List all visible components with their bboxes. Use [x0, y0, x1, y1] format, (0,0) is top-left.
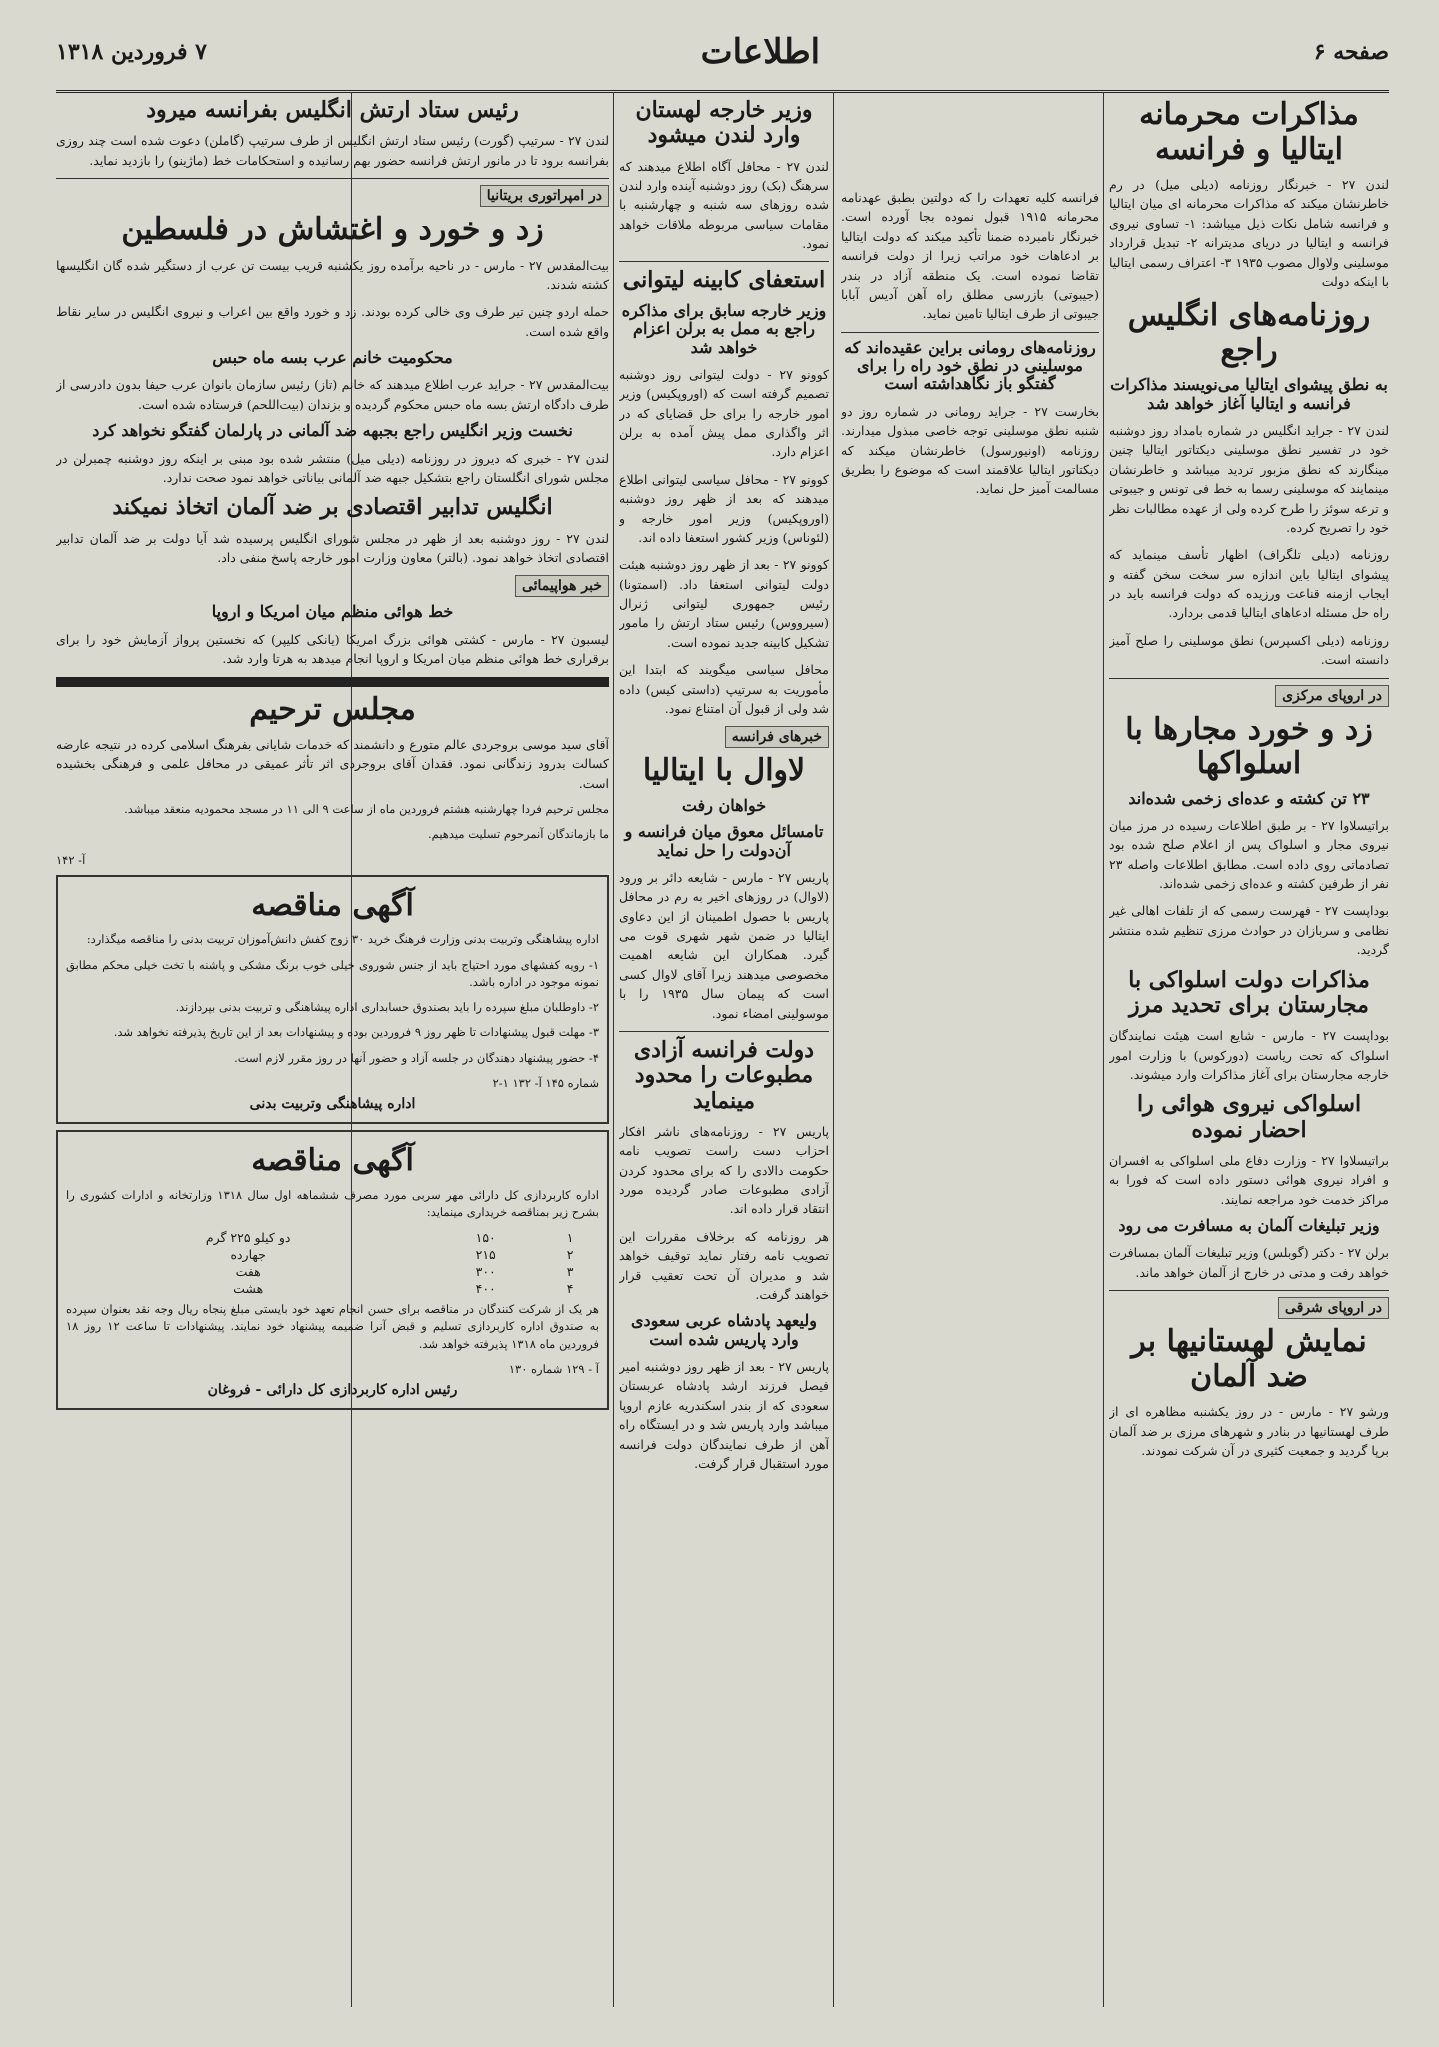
- subheadline: ۲۳ تن کشته و عده‌ای زخمی شده‌اند: [1128, 788, 1370, 808]
- headline-slovak-airforce: اسلواکی نیروی هوائی را احضار نموده: [1136, 1091, 1362, 1143]
- headline-tender-2: آگهی مناقصه: [251, 1143, 414, 1179]
- column-1b: [841, 92, 1099, 2007]
- headline-air-route: خط هوائی منظم میان امریکا و اروپا: [211, 602, 454, 622]
- article-text: ۳- مهلت قبول پیشنهادات تا ظهر روز ۹ فروردین بوده و پیشنهادات بعد از این تاریخ پذیرفته نخواهد شد.: [113, 1025, 599, 1040]
- article-text: روزنامه (دیلی تلگراف) اظهار تأسف مینماید که پیشوای ایتالیا باین اندازه سر سخت سخن گفته و ایجاب ازمنه قناعت ورزیده که دولت فرانسه باید در راه حل مسئله ادعاهای ایتالیا قدمی بردارد.: [1109, 547, 1389, 621]
- page-number: صفحه ۶: [1313, 39, 1389, 65]
- article-text: حمله اردو چنین تیر طرف وی خالی کرده بودند. زد و خورد واقع بین اعراب و نیروی انگلیس در سایر نقاط واقع شده است.: [56, 304, 609, 339]
- columns: [56, 92, 1389, 2007]
- headline-italy-france-talks: مذاکرات محرمانه ایتالیا و فرانسه: [1139, 97, 1359, 167]
- section-label: خبر هواپیمائی: [56, 575, 609, 597]
- headline-arab-woman: محکومیت خانم عرب بسه ماه حبس: [212, 348, 453, 368]
- article-text: لندن ۲۷ - جراید انگلیس در شماره بامداد روز دوشنبه خود در تفسیر نطق موسلینی دیکتاتور ایتالیا چنین مینگارند که نطق مزبور تردید میباشد و خاطرنشان مینمایند که موسلینی رسما به خط فی تونس و جیبوتی و ترعه سوئز را طرح کرده ولی از عهده مطالبات نظر خود را تصریح کرده.: [1109, 423, 1389, 535]
- headline-english-press: روزنامه‌های انگلیس راجع: [1127, 298, 1371, 368]
- headline-polish-demonstration: نمایش لهستانیها بر ضد آلمان: [1131, 1324, 1367, 1394]
- article-text: فرانسه کلیه تعهدات را که دولتین بطبق عهدنامه محرمانه ۱۹۱۵ قبول نموده بجا آورده است. خبرنگار نامبرده ضمنا تأکید میکند که دولت ایتالیا بر ادعاهات خود مراتب زیرا از دولت فرانسه تقاضا نموده است. یک منطقه آزاد در بندر (جیبوتی) بازرسی مطلق راه آهن آدیس آبابا جیبوتی از طرف ایتالیا تامین نماید.: [841, 190, 1099, 322]
- article-text: ۲- داوطلبان مبلغ سپرده را باید بصندوق حسابداری اداره پیشاهنگی و تربیت بدنی بپردازند.: [175, 1000, 599, 1015]
- subheadline: به نطق پیشوای ایتالیا می‌نویسند مذاکرات فرانسه و ایتالیا آغاز خواهد شد: [1110, 375, 1388, 413]
- headline-romanian-press: روزنامه‌های رومانی براین عقیده‌اند که موسلینی در نطق خود راه را برای گفتگو باز نگاهداشته است: [844, 337, 1096, 394]
- article-text: ۴- حضور پیشنهاد دهندگان در جلسه آزاد و حضور آنها در روز مقرر لازم است.: [234, 1050, 599, 1065]
- headline-chamberlain: نخست وزیر انگلیس راجع بجبهه ضد آلمانی در پارلمان گفتگو نخواهد کرد: [92, 421, 573, 441]
- issue-date: ۷ فروردین ۱۳۱۸: [56, 39, 207, 65]
- column-1: [1109, 92, 1389, 2007]
- section-label: در امپراتوری بریتانیا: [56, 185, 609, 207]
- article-text: ما بازماندگان آنمرحوم تسلیت میدهیم.: [428, 827, 609, 842]
- section-label: در اروپای مرکزی: [1109, 685, 1389, 707]
- article-text: اداره پیشاهنگی وتربیت بدنی وزارت فرهنگ خرید ۳۰ زوج کفش دانش‌آموزان تربیت بدنی را مناقصه میگذارد:: [86, 932, 599, 947]
- headline-polish-minister: وزیر خارجه لهستان وارد لندن میشود: [635, 97, 813, 149]
- ad-reference: شماره ۱۴۵ آ- ۱۳۲ ۱-۲: [492, 1075, 599, 1090]
- headline-border-talks: مذاکرات دولت اسلواکی با مجارستان برای تحدید مرز: [1128, 966, 1370, 1018]
- article-text: براتیسلاوا ۲۷ - بر طبق اطلاعات رسیده در مرز میان نیروی مجار و اسلواک پس از اعلام صلح شده بود تصادماتی روی داده است. مطابق اطلاعات واصله ۲۳ نفر از طرفین کشته و عده‌ای زخمی شده‌اند.: [1109, 817, 1389, 892]
- article-text: لندن ۲۷ - خبری که دیروز در روزنامه (دیلی میل) منتشر شده بود مبنی بر اینکه روز دوشنبه چمبرلن در مجلس شورای انگلستان راجع بتشکیل جبهه ضد آلمانی بیاناتی خواهد نمود صحت ندارد.: [56, 450, 609, 485]
- article-text: ۱- رویه کفشهای مورد احتیاج باید از جنس شوروی خیلی خوب برنگ مشکی و پاشنه با تخت خیلی محکم مطابق نمونه موجود در اداره باشد.: [66, 957, 599, 989]
- article-text: هر روزنامه که برخلاف مقررات این تصویب نامه رفتار نماید توقیف خواهد شد و مدیران آن تحت تعقیب قرار خواهند گرفت.: [619, 1228, 829, 1302]
- article-text: براتیسلاوا ۲۷ - وزارت دفاع ملی اسلواکی به افسران و افراد نیروی هوائی دستور داده است که فورا به مراکز خدمت خود مراجعه نمایند.: [1109, 1152, 1389, 1207]
- table-row: ۴ ۴۰۰ هشت: [233, 1281, 574, 1297]
- newspaper-title: اطلاعات: [700, 32, 821, 72]
- tender-table: [66, 1229, 599, 1297]
- ad-reference: آ- ۱۴۲: [56, 852, 86, 867]
- article-text: بوداپست ۲۷ - فهرست رسمی که از تلفات اهالی غیر نظامی و سربازان در حوادث مرزی تنظیم شده منتشر گردید.: [1109, 903, 1389, 958]
- signature: رئیس اداره کاربردازی کل دارائی - فروغان: [207, 1382, 458, 1399]
- article-text: برلن ۲۷ - دکتر (گوبلس) وزیر تبلیغات آلمان بمسافرت خواهد رفت و مدتی در خارج از آلمان خواهد ماند.: [1109, 1245, 1389, 1280]
- table-row: ۲ ۲۱۵ جهارده: [230, 1247, 574, 1263]
- article-text: کوونو ۲۷ - بعد از ظهر روز دوشنبه هیئت دولت لیتوانی استعفا داد. (اسمتونا) رئیس جمهوری لیتوانی ژنرال (سیرووس) رئیس ستاد ارتش را مامور تشکیل کابینه جدید نموده است.: [619, 557, 829, 650]
- headline-economic-measures: انگلیس تدابیر اقتصادی بر ضد آلمان اتخاذ نمیکند: [112, 494, 553, 521]
- article-text: پاریس ۲۷ - بعد از ظهر روز دوشنبه امیر فیصل فرزند ارشد پادشاه عربستان سعودی که از بندر اسکندریه عازم اروپا میباشد وارد پاریس شد و در ایستگاه راه آهن از طرف نمایندگان دولت فرانسه مورد استقبال قرار گرفت.: [619, 1359, 829, 1471]
- subheadline: وزیر خارجه سابق برای مذاکره راجع به ممل به برلن اعزام خواهد شد: [621, 300, 827, 357]
- headline-saudi-prince: ولیعهد پادشاه عربی سعودی وارد پاریس شده است: [631, 1311, 817, 1349]
- column-2: [619, 92, 829, 2007]
- article-text: لندن ۲۷ - سرتیپ (گورت) رئیس ستاد ارتش انگلیس از طرف سرتیپ (گاملن) دعوت شده است چند روزی بفرانسه برود تا در مانور ارتش فرانسه حضور بهم رسانیده و استحکامات خط (ماژینو) را بازدید نماید.: [56, 133, 609, 168]
- subheadline: تامسائل معوق میان فرانسه و آن‌دولت را حل نماید: [624, 822, 824, 860]
- article-text: لندن ۲۷ - خبرنگار روزنامه (دیلی میل) در رم خاطرنشان میکند که مذاکرات محرمانه ای میان ایتالیا و فرانسه شامل نکات ذیل میباشد: ۱- تساوی نیروی فرانسه و ایتالیا در دریای مدیترانه ۲- تبدیل قرارداد موسلینی ولاوال مصوب ۱۹۳۵ ۳- اعتراف رسمی ایتالیا با اینکه دولت: [1109, 177, 1389, 289]
- article-text: اداره کاربردازی کل دارائی مهر سربی مورد مصرف ششماهه اول سال ۱۳۱۸ وزارتخانه و ادارات کشوری را بشرح زیر بمناقصه خریداری مینماید:: [66, 1187, 599, 1219]
- article-text: مجلس ترحیم فردا چهارشنبه هشتم فروردین ماه از ساعت ۹ الی ۱۱ در مسجد محمودیه منعقد میباشد.: [124, 802, 609, 817]
- section-label: در اروپای شرقی: [1109, 1297, 1389, 1319]
- table-row: ۳ ۳۰۰ هفت: [235, 1264, 574, 1280]
- headline-laval: لاوال با ایتالیا: [642, 753, 806, 789]
- masthead: [56, 14, 1389, 93]
- article-text: بیت‌المقدس ۲۷ - مارس - در ناحیه برآمده روز یکشنبه قریب بیست تن عرب از دستگیر شده گان انگلیسها کشته شدند.: [56, 257, 609, 292]
- section-label: خبرهای فرانسه: [619, 726, 829, 748]
- column-3: [56, 92, 609, 2007]
- article-text: بخارست ۲۷ - جراید رومانی در شماره روز دو شنبه نطق موسلینی توجه خاصی مبذول میدارند. روزنامه (اونیورسول) خاطرنشان میکند که دیکتاتور ایتالیا علاقمند است که موضوع را بطریق مسالمت آمیز حل نماید.: [841, 403, 1099, 497]
- article-text: لندن ۲۷ - روز دوشنبه بعد از ظهر در مجلس شورای انگلیس پرسیده شد آیا دولت بر ضد آلمان تدابیر اقتصادی اتخاذ خواهد نمود. (بالتر) معاون وزارت امور خارجه پاسخ منفی داد.: [56, 530, 609, 565]
- article-text: بوداپست ۲۷ - مارس - شایع است هیئت نمایندگان اسلواک که تحت ریاست (دورکوس) با وزارت امور خارجه مجارستان برای آغاز مذاکرات وارد میشوند.: [1109, 1028, 1389, 1082]
- article-text: کوونو ۲۷ - محافل سیاسی لیتوانی اطلاع میدهند که بعد از ظهر روز دوشنبه (اوروپکیس) وزیر امور خارجه و (لئوناس) وزیر کشور استعفا داده اند.: [619, 471, 829, 545]
- headline-memorial: مجلس ترحیم: [249, 691, 416, 727]
- article-text: کوونو ۲۷ - دولت لیتوانی روز دوشنبه تصمیم گرفته است که (اوروپکیس) وزیر امور خارجه را برای حل قضایای که در اثر واگذاری ممل پیش آمده به برلن اعزام دارد.: [619, 366, 829, 460]
- table-row: ۱ ۱۵۰ دو کیلو ۲۲۵ گرم: [205, 1230, 574, 1246]
- headline-lithuania-cabinet: استعفای کابینه لیتوانی: [622, 267, 826, 294]
- article-text: محافل سیاسی میگویند که ابتدا این مأموریت به سرتیپ (داستی کیس) داده شد ولی از قبول آن امتناع نمود.: [619, 662, 829, 716]
- article-text: پاریس ۲۷ - مارس - شایعه دائر بر ورود (لاوال) در روزهای اخیر به رم در محافل پاریس با حصول اطمینان از این دعاوی ایتالیا در ضمن شهر شهری قوت می گیرد. همکاران این شایعه اهمیت مخصوصی میدهند زیرا آقای لاوال کسی است که پیمان سال ۱۹۳۵ را با موسولینی امضاء نمود.: [619, 869, 829, 1021]
- tender-notice-1: [56, 875, 609, 1124]
- headline-goebbels: وزیر تبلیغات آلمان به مسافرت می رود: [1118, 1215, 1380, 1235]
- article-text: هر یک از شرکت کنندگان در مناقصه برای حسن انجام تعهد خود بایستی مبلغ پنجاه ریال وجه نقد بعنوان سپرده به صندوق اداره کاربردازی تسلیم و قبض آنرا ضمیمه پیشنهاد خود نمایند. پیشنهادات تا ساعت ۱۲ روز ۱۸ فروردین ماه ۱۳۱۸ پذیرفته خواهد شد.: [66, 1302, 599, 1351]
- article-text: لیسبون ۲۷ - مارس - کشتی هوائی بزرگ امریکا (یانکی کلیپر) که نخستین پرواز آزمایش خود را برای برقراری خط هوائی منظم میان امریکا و اروپا انجام میدهد به هرتا وارد شد.: [56, 631, 609, 667]
- article-text: آقای سید موسی بروجردی عالم متورع و دانشمند که خدمات شایانی بفرهنگ اسلامی کرده در نتیجه عارضه کسالت بدرود زندگانی نمود. فقدان آقای بروجردی اثر تأثر عمیقی در محافل علمی و فرهنگی بخشیده است.: [56, 737, 609, 791]
- ad-reference: آ - ۱۲۹ شماره ۱۳۰: [508, 1361, 599, 1376]
- article-text: پاریس ۲۷ - روزنامه‌های ناشر افکار احزاب دست راست تصویب نامه حکومت دالادی را که برای محدود کردن آزادی مطبوعات صادر گردیده مورد انتقاد قرار داده اند.: [619, 1123, 829, 1217]
- article-text: بیت‌المقدس ۲۷ - جراید عرب اطلاع میدهند که خانم (تاز) رئیس سازمان بانوان عرب حیفا بدون دادرسی از طرف دادگاه ارتش بسه ماه حبس محکوم گردیده و بزندان (بیت‌اللحم) فرستاده شده است.: [56, 377, 609, 412]
- headline-hungary-slovak: زد و خورد مجارها با اسلواکها: [1125, 711, 1373, 782]
- article-text: روزنامه (دیلی اکسپرس) نطق موسلینی را صلح آمیز دانسته است.: [1109, 632, 1389, 668]
- article-text: ورشو ۲۷ - مارس - در روز یکشنبه مظاهره ای از طرف لهستانیها در بنادر و شهرهای مرزی بر ضد آلمان برپا گردید و جمعیت کثیری در آن شرکت نمودند.: [1109, 1404, 1389, 1458]
- signature: اداره پیشاهنگی وتربیت بدنی: [249, 1096, 416, 1113]
- headline-palestine: زد و خورد و اغتشاش در فلسطین: [121, 212, 544, 248]
- tender-notice-2: [56, 1130, 609, 1410]
- headline-press-freedom: دولت فرانسه آزادی مطبوعات را محدود مینماید: [633, 1036, 815, 1114]
- article-text: لندن ۲۷ - محافل آگاه اطلاع میدهند که سرهنگ (بک) روز دوشنبه آینده وارد لندن شده روزهای سه شنبه و چهارشنبه با مقامات سیاسی مربوطه ملاقات خواهد نمود.: [619, 158, 829, 252]
- headline-tender-1: آگهی مناقصه: [251, 887, 414, 923]
- headline-army-chief: رئیس ستاد ارتش انگلیس بفرانسه میرود: [146, 97, 519, 123]
- subheadline: خواهان رفت: [681, 795, 767, 815]
